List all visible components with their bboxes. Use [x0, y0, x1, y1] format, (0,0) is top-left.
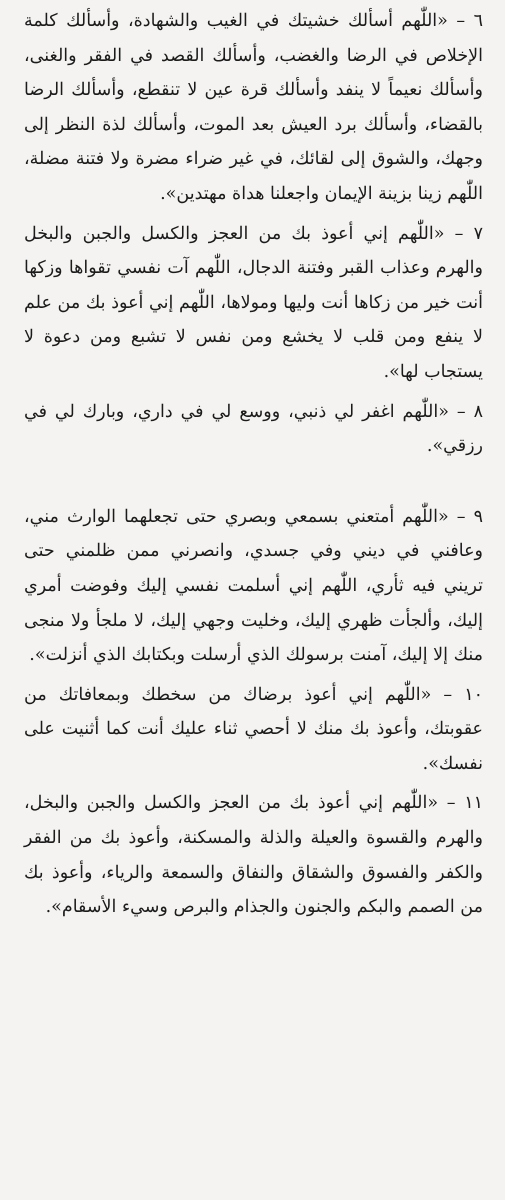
item-text: «اللّٰهم اغفر لي ذنبي، ووسع لي في داري، وبارك لي في رزقي». [24, 401, 483, 457]
item-text: «اللّٰهم أمتعني بسمعي وبصري حتى تجعلهما الوارث مني، وعافني في ديني وفي جسدي، وانصرني ممن ظلمني حتى تريني فيه ثأري، اللّٰهم إني أسلمت نفسي إليك وفوضت أمري إليك، وألجأت ظهري إليك، وخليت وجهي إليك، لا ملجأ ولا منجى منك إلا إليك، آمنت برسولك الذي أرسلت وبكتابك الذي أنزلت». [24, 506, 483, 666]
dua-item-9 [24, 500, 483, 673]
item-number: ١١ – [438, 793, 483, 814]
item-text: «اللّٰهم أسألك خشيتك في الغيب والشهادة، وأسألك كلمة الإخلاص في الرضا والغضب، وأسألك القصد في الفقر والغنى، وأسألك نعيماً لا ينفد وأسألك قرة عين لا تنقطع، وأسألك الرضا بالقضاء، وأسألك برد العيش بعد الموت، وأسألك لذة النظر إلى وجهك، والشوق إلى لقائك، في غير ضراء مضرة ولا فتنة مضلة، اللّٰهم زينا بزينة الإيمان واجعلنا هداة مهتدين». [24, 11, 483, 204]
item-number: ٧ – [444, 223, 483, 244]
item-number: ٩ – [448, 506, 483, 527]
dua-item-7 [24, 217, 483, 390]
dua-item-11 [24, 786, 483, 924]
item-text: «اللّٰهم إني أعوذ برضاك من سخطك وبمعافاتك من عقوبتك، وأعوذ بك منك لا أحصي ثناء عليك أنت كما أثنيت على نفسك». [24, 684, 483, 774]
item-number: ٦ – [447, 11, 483, 31]
item-text: «اللّٰهم إني أعوذ بك من العجز والكسل والجبن والبخل والهرم وعذاب القبر وفتنة الدجال، اللّٰهم آت نفسي تقواها وزكها أنت خير من زكاها أنت وليها ومولاها، اللّٰهم إني أعوذ بك من علم لا ينفع ومن قلب لا يخشع ومن نفس لا تشبع ومن دعوة لا يستجاب لها». [24, 223, 483, 382]
dua-item-6 [24, 4, 483, 212]
item-number: ١٠ – [431, 684, 483, 705]
dua-item-10 [24, 678, 483, 782]
item-number: ٨ – [448, 401, 483, 422]
dua-item-8 [24, 395, 483, 464]
item-text: «اللّٰهم إني أعوذ بك من العجز والكسل والجبن والبخل، والهرم والقسوة والعيلة والذلة والمسكنة، وأعوذ بك من الفقر والكفر والفسوق والشقاق والنفاق والسمعة والرياء، وأعوذ بك من الصمم والبكم والجنون والجذام والبرص وسيء الأسقام». [24, 793, 483, 918]
